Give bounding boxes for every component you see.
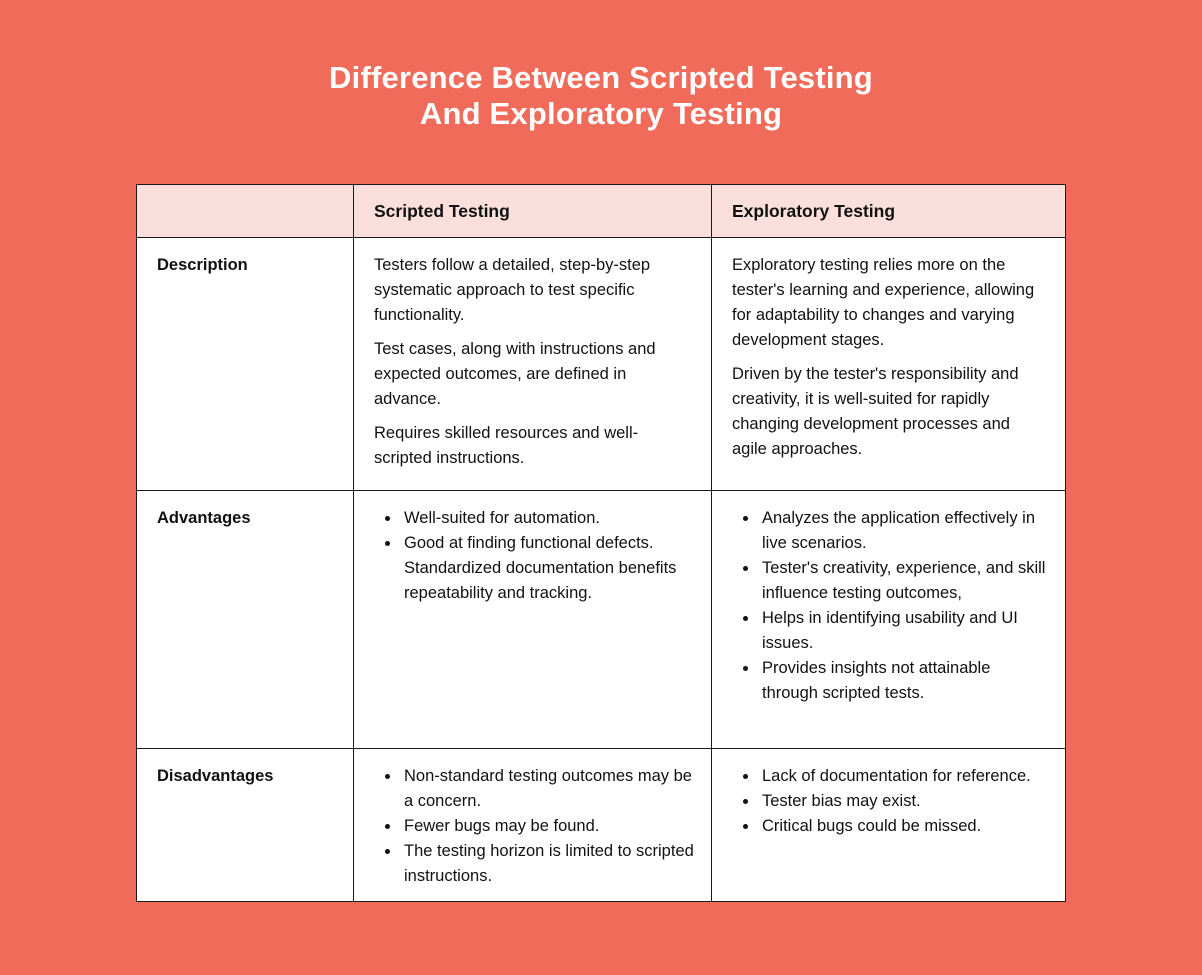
row-label-description: Description	[137, 238, 354, 491]
header-exploratory-testing: Exploratory Testing	[712, 185, 1066, 238]
bullet-list	[374, 506, 695, 606]
list-item: • Tester bias may exist.	[759, 789, 1049, 814]
page-title-line-1: Difference Between Scripted Testing	[329, 60, 873, 95]
table-header-row	[137, 185, 1066, 238]
list-item: • Critical bugs could be missed.	[759, 814, 1049, 839]
list-item: • Analyzes the application effectively in live scenarios.	[759, 506, 1049, 556]
paragraph: Testers follow a detailed, step-by-step systematic approach to test specific functionality.	[374, 256, 651, 324]
paragraph: Driven by the tester's responsibility and creativity, it is well-suited for rapidly changing development processes and agile approaches.	[732, 365, 1019, 458]
list-item: • Non-standard testing outcomes may be a concern.	[401, 764, 695, 814]
table-row-advantages	[137, 491, 1066, 749]
row-label-disadvantages: Disadvantages	[137, 749, 354, 902]
list-item: • Provides insights not attainable through scripted tests.	[759, 656, 1049, 706]
header-empty-cell	[137, 185, 354, 238]
table-row-description	[137, 238, 1066, 491]
list-item: • Helps in identifying usability and UI issues.	[759, 606, 1049, 656]
comparison-table	[136, 184, 1066, 902]
paragraph: Requires skilled resources and well-scripted instructions.	[374, 424, 639, 467]
cell-advantages-exploratory	[712, 491, 1066, 749]
table-row-disadvantages	[137, 749, 1066, 902]
paragraph: Test cases, along with instructions and expected outcomes, are defined in advance.	[374, 340, 656, 408]
list-item: • Well-suited for automation.	[401, 506, 695, 531]
header-scripted-testing: Scripted Testing	[354, 185, 712, 238]
cell-description-exploratory	[712, 238, 1066, 491]
page-title	[0, 60, 1202, 132]
bullet-list	[732, 764, 1049, 839]
bullet-list	[732, 506, 1049, 706]
list-item: • Tester's creativity, experience, and skill influence testing outcomes,	[759, 556, 1049, 606]
bullet-list	[374, 764, 695, 889]
paragraph: Exploratory testing relies more on the tester's learning and experience, allowing for adaptability to changes and varying development stages.	[732, 256, 1035, 349]
cell-disadvantages-exploratory	[712, 749, 1066, 902]
cell-disadvantages-scripted	[354, 749, 712, 902]
list-item: • The testing horizon is limited to scripted instructions.	[401, 839, 695, 889]
list-item: • Lack of documentation for reference.	[759, 764, 1049, 789]
cell-advantages-scripted	[354, 491, 712, 749]
list-item: • Good at finding functional defects. Standardized documentation benefits repeatability and tracking.	[401, 531, 695, 606]
list-item: • Fewer bugs may be found.	[401, 814, 695, 839]
row-label-advantages: Advantages	[137, 491, 354, 749]
cell-description-scripted	[354, 238, 712, 491]
page-title-line-2: And Exploratory Testing	[419, 96, 783, 131]
